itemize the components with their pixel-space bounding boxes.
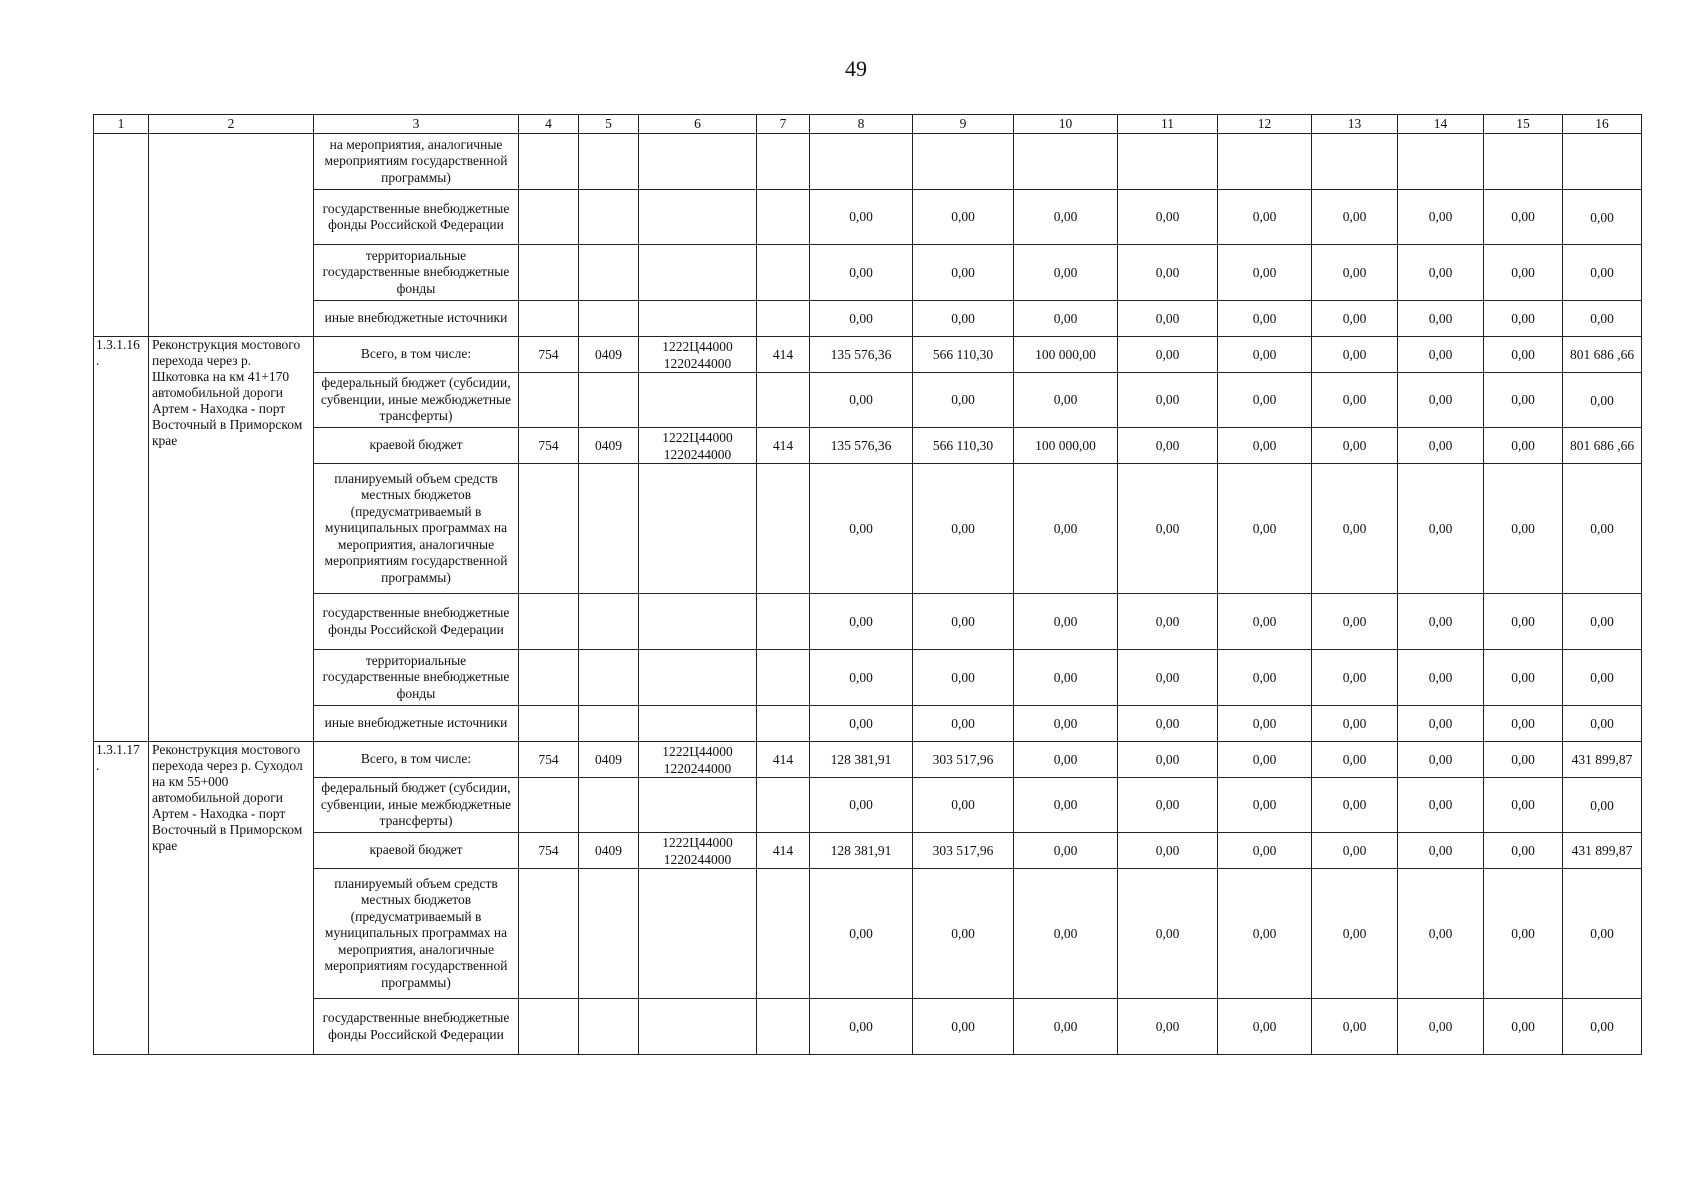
table-body — [94, 115, 1642, 1055]
section-code-cell — [579, 190, 639, 245]
expense-type-cell — [757, 373, 810, 428]
amount-cell: 0,00 — [1398, 742, 1484, 778]
section-code-cell — [579, 778, 639, 833]
amount-cell: 303 517,96 — [913, 833, 1014, 869]
amount-cell — [1484, 134, 1563, 190]
amount-cell: 0,00 — [1014, 301, 1118, 337]
amount-cell: 431 899,87 — [1563, 833, 1642, 869]
table-row — [94, 833, 1642, 869]
table-row — [94, 650, 1642, 706]
amount-cell: 0,00 — [1218, 190, 1312, 245]
amount-cell: 0,00 — [1218, 706, 1312, 742]
amount-cell: 0,00 — [1218, 650, 1312, 706]
amount-cell: 0,00 — [1484, 778, 1563, 833]
amount-cell: 0,00 — [1312, 833, 1398, 869]
target-article-cell: 1222Ц44000 1220244000 — [639, 833, 757, 869]
amount-cell: 0,00 — [913, 706, 1014, 742]
amount-cell: 0,00 — [1312, 245, 1398, 301]
amount-cell — [1398, 134, 1484, 190]
amount-cell: 135 576,36 — [810, 337, 913, 373]
grbs-code-cell — [519, 706, 579, 742]
funding-source-cell: краевой бюджет — [314, 428, 519, 464]
funding-source-cell: на мероприятия, аналогичные мероприятиям государственной программы) — [314, 134, 519, 190]
amount-cell: 0,00 — [1118, 833, 1218, 869]
amount-cell: 0,00 — [913, 999, 1014, 1055]
amount-cell: 0,00 — [1218, 464, 1312, 594]
amount-cell: 0,00 — [1014, 833, 1118, 869]
target-article-cell — [639, 190, 757, 245]
target-article-cell — [639, 464, 757, 594]
amount-cell: 0,00 — [1218, 833, 1312, 869]
amount-cell: 0,00 — [810, 999, 913, 1055]
item-name-cell: Реконструкция мостового перехода через р. Суходол на км 55+000 автомобильной дороги Артем - Находка - порт Восточный в Приморском крае — [149, 742, 314, 1055]
grbs-code-cell — [519, 190, 579, 245]
column-header: 13 — [1312, 115, 1398, 134]
amount-cell: 431 899,87 — [1563, 742, 1642, 778]
amount-cell: 0,00 — [1563, 373, 1642, 428]
amount-cell: 0,00 — [1484, 650, 1563, 706]
amount-cell: 128 381,91 — [810, 742, 913, 778]
amount-cell: 0,00 — [1014, 742, 1118, 778]
grbs-code-cell — [519, 999, 579, 1055]
section-code-cell: 0409 — [579, 833, 639, 869]
funding-source-cell: государственные внебюджетные фонды Российской Федерации — [314, 999, 519, 1055]
funding-source-cell: Всего, в том числе: — [314, 337, 519, 373]
column-header: 7 — [757, 115, 810, 134]
funding-source-cell: государственные внебюджетные фонды Российской Федерации — [314, 190, 519, 245]
expense-type-cell — [757, 245, 810, 301]
amount-cell: 0,00 — [1312, 337, 1398, 373]
amount-cell: 0,00 — [1398, 650, 1484, 706]
expense-type-cell — [757, 301, 810, 337]
amount-cell: 0,00 — [1218, 301, 1312, 337]
amount-cell: 0,00 — [810, 778, 913, 833]
amount-cell: 0,00 — [1014, 464, 1118, 594]
grbs-code-cell — [519, 869, 579, 999]
funding-source-cell: иные внебюджетные источники — [314, 706, 519, 742]
section-code-cell — [579, 650, 639, 706]
amount-cell: 0,00 — [1218, 428, 1312, 464]
section-code-cell — [579, 301, 639, 337]
amount-cell: 0,00 — [1218, 373, 1312, 428]
header-row — [94, 115, 1642, 134]
amount-cell: 0,00 — [1398, 833, 1484, 869]
target-article-cell — [639, 778, 757, 833]
amount-cell: 0,00 — [1312, 999, 1398, 1055]
table-row — [94, 134, 1642, 190]
column-header: 14 — [1398, 115, 1484, 134]
amount-cell: 0,00 — [913, 373, 1014, 428]
table-row — [94, 778, 1642, 833]
grbs-code-cell: 754 — [519, 428, 579, 464]
amount-cell: 0,00 — [1118, 650, 1218, 706]
amount-cell: 0,00 — [1118, 337, 1218, 373]
funding-source-cell: планируемый объем средств местных бюджетов (предусматриваемый в муниципальных программах на мероприятия, аналогичные мероприятиям государственной программы) — [314, 464, 519, 594]
amount-cell: 0,00 — [810, 373, 913, 428]
amount-cell: 801 686 ,66 — [1563, 428, 1642, 464]
amount-cell — [1014, 134, 1118, 190]
column-header: 9 — [913, 115, 1014, 134]
amount-cell: 0,00 — [1563, 999, 1642, 1055]
amount-cell — [810, 134, 913, 190]
column-header: 1 — [94, 115, 149, 134]
amount-cell: 0,00 — [1484, 594, 1563, 650]
target-article-cell — [639, 245, 757, 301]
amount-cell: 0,00 — [913, 464, 1014, 594]
table-row — [94, 428, 1642, 464]
amount-cell: 0,00 — [1312, 190, 1398, 245]
target-article-cell — [639, 706, 757, 742]
expense-type-cell — [757, 134, 810, 190]
amount-cell: 0,00 — [1118, 190, 1218, 245]
section-code-cell: 0409 — [579, 428, 639, 464]
table-row — [94, 869, 1642, 999]
amount-cell: 0,00 — [1398, 301, 1484, 337]
amount-cell: 0,00 — [1014, 245, 1118, 301]
amount-cell: 0,00 — [913, 869, 1014, 999]
section-code-cell — [579, 373, 639, 428]
amount-cell: 0,00 — [1312, 742, 1398, 778]
amount-cell: 0,00 — [1484, 337, 1563, 373]
amount-cell: 0,00 — [1118, 428, 1218, 464]
amount-cell: 0,00 — [810, 594, 913, 650]
amount-cell — [1563, 134, 1642, 190]
column-header: 16 — [1563, 115, 1642, 134]
amount-cell: 0,00 — [1563, 778, 1642, 833]
amount-cell: 801 686 ,66 — [1563, 337, 1642, 373]
grbs-code-cell — [519, 778, 579, 833]
amount-cell: 0,00 — [1118, 464, 1218, 594]
grbs-code-cell: 754 — [519, 742, 579, 778]
column-header: 8 — [810, 115, 913, 134]
amount-cell: 0,00 — [913, 778, 1014, 833]
expense-type-cell: 414 — [757, 337, 810, 373]
column-header: 15 — [1484, 115, 1563, 134]
amount-cell: 0,00 — [1014, 706, 1118, 742]
amount-cell: 0,00 — [1484, 190, 1563, 245]
amount-cell: 0,00 — [1118, 245, 1218, 301]
item-name-cell — [149, 134, 314, 337]
amount-cell: 0,00 — [913, 301, 1014, 337]
amount-cell: 0,00 — [1312, 650, 1398, 706]
amount-cell: 0,00 — [1484, 464, 1563, 594]
amount-cell: 0,00 — [1118, 778, 1218, 833]
amount-cell: 0,00 — [810, 706, 913, 742]
table-row — [94, 742, 1642, 778]
amount-cell: 0,00 — [1218, 778, 1312, 833]
amount-cell: 0,00 — [1563, 594, 1642, 650]
section-code-cell — [579, 594, 639, 650]
budget-table — [93, 114, 1642, 1055]
grbs-code-cell: 754 — [519, 833, 579, 869]
amount-cell: 566 110,30 — [913, 428, 1014, 464]
amount-cell: 100 000,00 — [1014, 337, 1118, 373]
column-header: 12 — [1218, 115, 1312, 134]
section-code-cell — [579, 134, 639, 190]
expense-type-cell — [757, 778, 810, 833]
amount-cell: 0,00 — [810, 869, 913, 999]
amount-cell: 0,00 — [1014, 650, 1118, 706]
table-row — [94, 594, 1642, 650]
amount-cell — [1312, 134, 1398, 190]
expense-type-cell — [757, 464, 810, 594]
amount-cell: 0,00 — [1312, 778, 1398, 833]
funding-source-cell: иные внебюджетные источники — [314, 301, 519, 337]
amount-cell: 0,00 — [1484, 373, 1563, 428]
amount-cell: 0,00 — [1398, 245, 1484, 301]
amount-cell: 0,00 — [1118, 301, 1218, 337]
section-code-cell: 0409 — [579, 337, 639, 373]
amount-cell: 0,00 — [1218, 742, 1312, 778]
amount-cell: 0,00 — [1118, 869, 1218, 999]
amount-cell: 0,00 — [1312, 594, 1398, 650]
amount-cell: 0,00 — [1398, 337, 1484, 373]
column-header: 5 — [579, 115, 639, 134]
target-article-cell: 1222Ц44000 1220244000 — [639, 428, 757, 464]
amount-cell: 0,00 — [810, 301, 913, 337]
amount-cell: 0,00 — [1218, 245, 1312, 301]
table-row — [94, 337, 1642, 373]
amount-cell: 0,00 — [1312, 428, 1398, 464]
amount-cell: 0,00 — [1563, 464, 1642, 594]
table-row — [94, 706, 1642, 742]
table-row — [94, 999, 1642, 1055]
funding-source-cell: территориальные государственные внебюджетные фонды — [314, 650, 519, 706]
amount-cell: 0,00 — [1014, 373, 1118, 428]
amount-cell: 0,00 — [1118, 706, 1218, 742]
expense-type-cell: 414 — [757, 742, 810, 778]
amount-cell: 0,00 — [1398, 594, 1484, 650]
target-article-cell — [639, 373, 757, 428]
target-article-cell: 1222Ц44000 1220244000 — [639, 337, 757, 373]
amount-cell: 128 381,91 — [810, 833, 913, 869]
amount-cell: 100 000,00 — [1014, 428, 1118, 464]
table-row — [94, 301, 1642, 337]
amount-cell: 0,00 — [1484, 428, 1563, 464]
amount-cell: 566 110,30 — [913, 337, 1014, 373]
target-article-cell: 1222Ц44000 1220244000 — [639, 742, 757, 778]
amount-cell: 0,00 — [1484, 706, 1563, 742]
amount-cell: 0,00 — [1014, 999, 1118, 1055]
expense-type-cell — [757, 869, 810, 999]
amount-cell: 0,00 — [1014, 190, 1118, 245]
expense-type-cell: 414 — [757, 833, 810, 869]
amount-cell: 0,00 — [913, 190, 1014, 245]
amount-cell: 0,00 — [1312, 301, 1398, 337]
amount-cell: 0,00 — [1398, 464, 1484, 594]
section-code-cell — [579, 464, 639, 594]
amount-cell: 0,00 — [913, 245, 1014, 301]
grbs-code-cell — [519, 245, 579, 301]
column-header: 3 — [314, 115, 519, 134]
expense-type-cell — [757, 650, 810, 706]
item-number-cell: 1.3.1.17 . — [94, 742, 149, 1055]
funding-source-cell: государственные внебюджетные фонды Российской Федерации — [314, 594, 519, 650]
amount-cell: 0,00 — [1563, 245, 1642, 301]
grbs-code-cell — [519, 464, 579, 594]
section-code-cell: 0409 — [579, 742, 639, 778]
amount-cell: 0,00 — [1014, 869, 1118, 999]
amount-cell: 0,00 — [1484, 301, 1563, 337]
amount-cell: 0,00 — [1398, 373, 1484, 428]
amount-cell: 0,00 — [1484, 833, 1563, 869]
target-article-cell — [639, 301, 757, 337]
amount-cell: 0,00 — [1312, 373, 1398, 428]
amount-cell: 0,00 — [1118, 373, 1218, 428]
funding-source-cell: территориальные государственные внебюджетные фонды — [314, 245, 519, 301]
grbs-code-cell — [519, 301, 579, 337]
amount-cell — [1118, 134, 1218, 190]
amount-cell: 0,00 — [1218, 594, 1312, 650]
amount-cell: 0,00 — [1014, 778, 1118, 833]
amount-cell: 0,00 — [1118, 999, 1218, 1055]
amount-cell: 0,00 — [1563, 190, 1642, 245]
grbs-code-cell — [519, 650, 579, 706]
target-article-cell — [639, 134, 757, 190]
target-article-cell — [639, 999, 757, 1055]
grbs-code-cell: 754 — [519, 337, 579, 373]
expense-type-cell — [757, 999, 810, 1055]
amount-cell: 0,00 — [1563, 706, 1642, 742]
amount-cell: 0,00 — [1563, 301, 1642, 337]
expense-type-cell — [757, 706, 810, 742]
column-header: 6 — [639, 115, 757, 134]
amount-cell: 0,00 — [1218, 869, 1312, 999]
amount-cell: 0,00 — [1484, 742, 1563, 778]
target-article-cell — [639, 650, 757, 706]
amount-cell: 0,00 — [1563, 650, 1642, 706]
section-code-cell — [579, 706, 639, 742]
table-row — [94, 373, 1642, 428]
funding-source-cell: краевой бюджет — [314, 833, 519, 869]
amount-cell: 0,00 — [1218, 337, 1312, 373]
column-header: 2 — [149, 115, 314, 134]
item-number-cell: 1.3.1.16 . — [94, 337, 149, 742]
amount-cell: 0,00 — [810, 650, 913, 706]
expense-type-cell: 414 — [757, 428, 810, 464]
funding-source-cell: федеральный бюджет (субсидии, субвенции, иные межбюджетные трансферты) — [314, 373, 519, 428]
column-header: 10 — [1014, 115, 1118, 134]
grbs-code-cell — [519, 373, 579, 428]
item-name-cell: Реконструкция мостового перехода через р. Шкотовка на км 41+170 автомобильной дороги Артем - Находка - порт Восточный в Приморском крае — [149, 337, 314, 742]
amount-cell: 0,00 — [1484, 869, 1563, 999]
amount-cell: 0,00 — [1014, 594, 1118, 650]
amount-cell: 0,00 — [913, 650, 1014, 706]
grbs-code-cell — [519, 134, 579, 190]
amount-cell: 0,00 — [1398, 999, 1484, 1055]
funding-source-cell: планируемый объем средств местных бюджетов (предусматриваемый в муниципальных программах на мероприятия, аналогичные мероприятиям государственной программы) — [314, 869, 519, 999]
amount-cell: 0,00 — [1398, 428, 1484, 464]
amount-cell: 0,00 — [1484, 999, 1563, 1055]
amount-cell — [1218, 134, 1312, 190]
amount-cell: 0,00 — [810, 245, 913, 301]
amount-cell: 135 576,36 — [810, 428, 913, 464]
funding-source-cell: Всего, в том числе: — [314, 742, 519, 778]
amount-cell: 303 517,96 — [913, 742, 1014, 778]
amount-cell: 0,00 — [1398, 706, 1484, 742]
amount-cell: 0,00 — [1398, 869, 1484, 999]
amount-cell: 0,00 — [1312, 869, 1398, 999]
table-row — [94, 464, 1642, 594]
table-row — [94, 245, 1642, 301]
amount-cell: 0,00 — [810, 190, 913, 245]
amount-cell: 0,00 — [1398, 190, 1484, 245]
amount-cell: 0,00 — [1484, 245, 1563, 301]
funding-source-cell: федеральный бюджет (субсидии, субвенции, иные межбюджетные трансферты) — [314, 778, 519, 833]
grbs-code-cell — [519, 594, 579, 650]
page-number: 49 — [845, 56, 867, 81]
target-article-cell — [639, 594, 757, 650]
amount-cell: 0,00 — [1118, 742, 1218, 778]
amount-cell — [913, 134, 1014, 190]
column-header: 11 — [1118, 115, 1218, 134]
amount-cell: 0,00 — [1118, 594, 1218, 650]
column-header: 4 — [519, 115, 579, 134]
table-row — [94, 190, 1642, 245]
section-code-cell — [579, 869, 639, 999]
amount-cell: 0,00 — [913, 594, 1014, 650]
target-article-cell — [639, 869, 757, 999]
section-code-cell — [579, 999, 639, 1055]
expense-type-cell — [757, 190, 810, 245]
amount-cell: 0,00 — [1398, 778, 1484, 833]
amount-cell: 0,00 — [810, 464, 913, 594]
section-code-cell — [579, 245, 639, 301]
item-number-cell — [94, 134, 149, 337]
amount-cell: 0,00 — [1312, 706, 1398, 742]
amount-cell: 0,00 — [1312, 464, 1398, 594]
amount-cell: 0,00 — [1218, 999, 1312, 1055]
amount-cell: 0,00 — [1563, 869, 1642, 999]
expense-type-cell — [757, 594, 810, 650]
